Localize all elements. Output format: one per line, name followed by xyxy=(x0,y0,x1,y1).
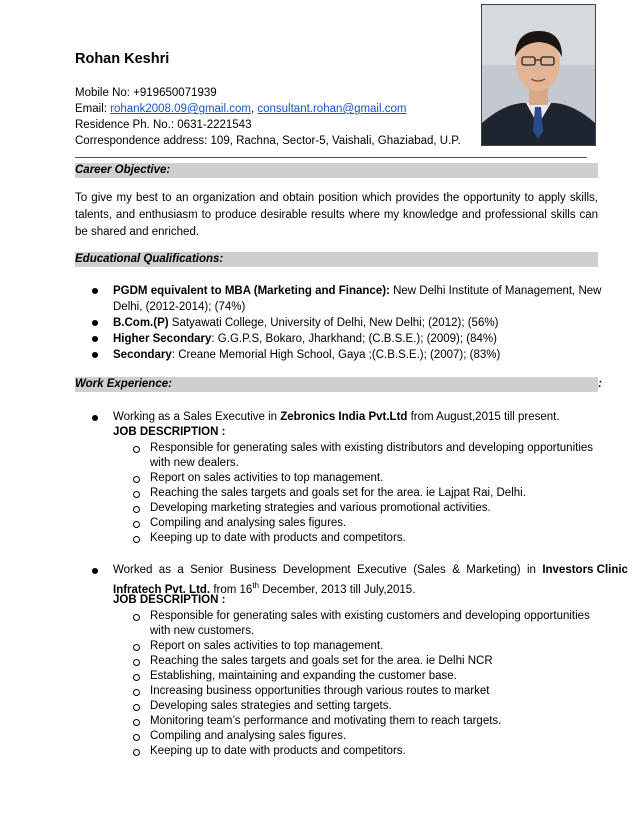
bullet-icon xyxy=(92,568,98,574)
job2-description-label: JOB DESCRIPTION : xyxy=(113,594,226,606)
job1-duty-cont: with new dealers. xyxy=(150,457,239,469)
email-label: Email: xyxy=(75,103,111,115)
bullet-icon xyxy=(92,415,98,421)
education-item-higher-secondary: Higher Secondary: G.G.P.S, Bokaro, Jharkhand; (C.B.S.E.); (2009); (84%) xyxy=(113,333,497,345)
career-objective-heading xyxy=(75,163,598,178)
job2-summary: Worked as a Senior Business Development Executive (Sales & Marketing) in Investors Clinic xyxy=(113,564,628,576)
email-link-2[interactable]: consultant.rohan@gmail.com xyxy=(257,103,407,115)
candidate-name: Rohan Keshri xyxy=(75,51,170,67)
education-item-secondary: Secondary: Creane Memorial High School, Gaya ;(C.B.S.E.); (2007); (83%) xyxy=(113,349,501,361)
job2-duty-cont: with new customers. xyxy=(150,625,255,637)
job1-duty: Compiling and analysing sales figures. xyxy=(150,517,347,529)
circle-bullet-icon xyxy=(133,614,140,621)
job2-duty: Responsible for generating sales with existing customers and developing opportunities xyxy=(150,610,590,622)
job1-duty: Responsible for generating sales with existing distributors and developing opportunities xyxy=(150,442,594,454)
circle-bullet-icon xyxy=(133,734,140,741)
job2-duty: Reaching the sales targets and goals set for the area. ie Delhi NCR xyxy=(150,655,493,667)
job2-duty: Establishing, maintaining and expanding the customer base. xyxy=(150,670,457,682)
circle-bullet-icon xyxy=(133,749,140,756)
residence-phone: Residence Ph. No.: 0631-2221543 xyxy=(75,119,252,131)
job2-duty: Developing sales strategies and setting targets. xyxy=(150,700,392,712)
circle-bullet-icon xyxy=(133,506,140,513)
bullet-icon xyxy=(92,320,98,326)
circle-bullet-icon xyxy=(133,476,140,483)
circle-bullet-icon xyxy=(133,674,140,681)
job2-duty: Report on sales activities to top management. xyxy=(150,640,384,652)
job2-duty: Compiling and analysing sales figures. xyxy=(150,730,347,742)
circle-bullet-icon xyxy=(133,719,140,726)
job2-duty: Keeping up to date with products and competitors. xyxy=(150,745,406,757)
profile-photo xyxy=(481,4,596,146)
career-objective-label: Career Objective: xyxy=(75,164,171,176)
email-line xyxy=(75,101,406,117)
education-item-pgdm-cont: Delhi, (2012-2014); (74%) xyxy=(113,301,246,313)
circle-bullet-icon xyxy=(133,491,140,498)
bullet-icon xyxy=(92,288,98,294)
education-item-pgdm: PGDM equivalent to MBA (Marketing and Finance): New Delhi Institute of Management, New xyxy=(113,285,602,297)
work-experience-label: Work Experience: xyxy=(75,378,172,390)
education-label: Educational Qualifications: xyxy=(75,253,224,265)
bullet-icon xyxy=(92,352,98,358)
job1-duty: Keeping up to date with products and competitors. xyxy=(150,532,406,544)
header-divider xyxy=(75,157,587,158)
job2-duty: Increasing business opportunities through various routes to market xyxy=(150,685,490,697)
mobile-number: Mobile No: +919650071939 xyxy=(75,87,217,99)
job1-duty: Reaching the sales targets and goals set for the area. ie Lajpat Rai, Delhi. xyxy=(150,487,526,499)
circle-bullet-icon xyxy=(133,644,140,651)
job1-description-label: JOB DESCRIPTION : xyxy=(113,426,226,438)
education-item-bcom: B.Com.(P) Satyawati College, University of Delhi, New Delhi; (2012); (56%) xyxy=(113,317,499,329)
career-objective-text: To give my best to an organization and obtain position which provides the opportunity to apply skills, talents, and enthusiasm to produce desirable results where my knowledge and professional skills can be shared and enriched. xyxy=(75,192,598,238)
circle-bullet-icon xyxy=(133,689,140,696)
education-heading xyxy=(75,252,598,267)
job2-duty: Monitoring team’s performance and motivating them to reach targets. xyxy=(150,715,502,727)
circle-bullet-icon xyxy=(133,521,140,528)
circle-bullet-icon xyxy=(133,536,140,543)
circle-bullet-icon xyxy=(133,704,140,711)
circle-bullet-icon xyxy=(133,659,140,666)
job1-duty: Report on sales activities to top management. xyxy=(150,472,384,484)
work-experience-heading xyxy=(75,377,602,392)
work-experience-colon: : xyxy=(598,378,602,390)
email-link-1[interactable]: rohank2008.09@gmail.com xyxy=(110,103,251,115)
circle-bullet-icon xyxy=(133,446,140,453)
job2-summary-cont: Infratech Pvt. Ltd. from 16th December, 2013 till July,2015. xyxy=(113,581,416,596)
correspondence-address: Correspondence address: 109, Rachna, Sector-5, Vaishali, Ghaziabad, U.P. xyxy=(75,135,461,147)
job1-duty: Developing marketing strategies and various promotional activities. xyxy=(150,502,491,514)
job1-summary: Working as a Sales Executive in Zebronics India Pvt.Ltd from August,2015 till present. xyxy=(113,411,560,423)
bullet-icon xyxy=(92,336,98,342)
email-separator: , xyxy=(250,103,258,115)
